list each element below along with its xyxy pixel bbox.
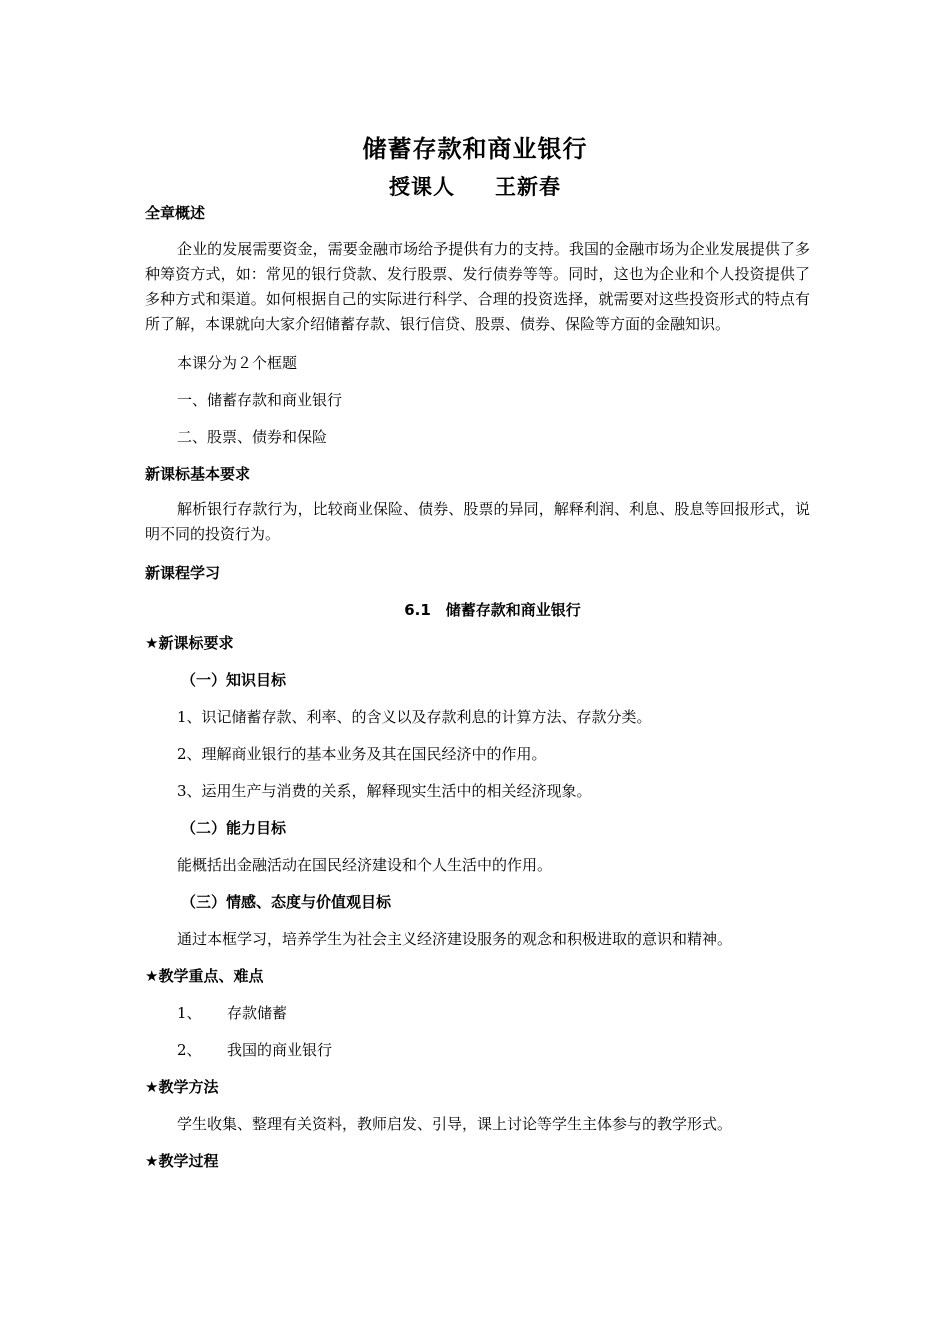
document-title: 储蓄存款和商业银行	[362, 134, 588, 163]
overview-heading: 全章概述	[145, 204, 206, 222]
sections-intro: 本课分为２个框题	[177, 354, 298, 372]
key-point-2-number: 2、	[177, 1041, 202, 1059]
ability-heading: （二）能力目标	[181, 819, 287, 837]
section-item-2: 二、股票、债券和保险	[177, 428, 328, 446]
key-points-heading: ★教学重点、难点	[145, 967, 264, 985]
lesson-title: 6.1 储蓄存款和商业银行	[404, 601, 581, 619]
process-heading: ★教学过程	[145, 1152, 219, 1170]
key-point-1	[145, 1002, 810, 1024]
knowledge-item-1: 1、识记储蓄存款、利率、的含义以及存款利息的计算方法、存款分类。	[177, 708, 652, 726]
author-name: 王新春	[495, 174, 561, 199]
key-point-1-number: 1、	[177, 1004, 202, 1022]
standards-paragraph: 解析银行存款行为，比较商业保险、债券、股票的异同，解释利润、利息、股息等回报形式，说明不同的投资行为。	[145, 500, 810, 543]
author-label: 授课人	[389, 174, 455, 199]
key-point-1-text: 存款储蓄	[227, 1004, 288, 1022]
standards-heading: 新课标基本要求	[145, 465, 251, 483]
knowledge-heading: （一）知识目标	[181, 671, 287, 689]
ability-text: 能概括出金融活动在国民经济建设和个人生活中的作用。	[177, 856, 553, 874]
method-heading: ★教学方法	[145, 1078, 219, 1096]
document-body	[145, 200, 810, 1172]
method-text: 学生收集、整理有关资料，教师启发、引导，课上讨论等学生主体参与的教学形式。	[177, 1115, 733, 1133]
overview-paragraph: 企业的发展需要资金，需要金融市场给予提供有力的支持。我国的金融市场为企业发展提供了多种筹资方式，如：常见的银行贷款、发行股票、发行债券等等。同时，这也为企业和个人投资提供了多种方式和渠道。如何根据自己的实际进行科学、合理的投资选择，就需要对这些投资形式的特点有所了解，本课就向大家介绍储蓄存款、银行信贷、股票、债券、保险等方面的金融知识。	[145, 240, 810, 333]
knowledge-item-2: 2、理解商业银行的基本业务及其在国民经济中的作用。	[177, 745, 547, 763]
emotion-heading: （三）情感、态度与价值观目标	[181, 893, 392, 911]
knowledge-item-3: 3、运用生产与消费的关系，解释现实生活中的相关经济现象。	[177, 782, 592, 800]
emotion-text: 通过本框学习，培养学生为社会主义经济建设服务的观念和积极进取的意识和精神。	[177, 930, 733, 948]
section-item-1: 一、储蓄存款和商业银行	[177, 391, 343, 409]
key-point-2-text: 我国的商业银行	[227, 1041, 333, 1059]
author-line	[0, 172, 950, 202]
key-point-2	[145, 1039, 810, 1061]
study-heading: 新课程学习	[145, 564, 221, 582]
requirements-heading: ★新课标要求	[145, 634, 234, 652]
